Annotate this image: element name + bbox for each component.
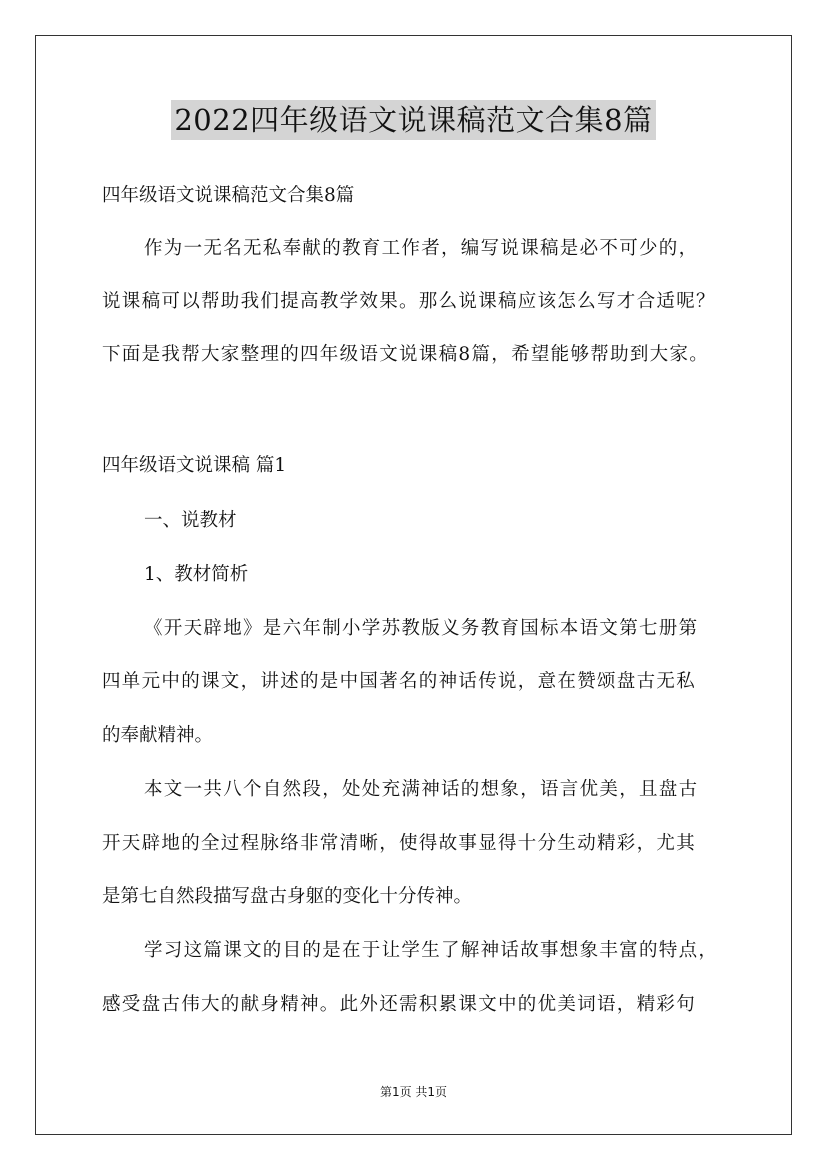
subtitle: 四年级语文说课稿范文合集8篇	[102, 185, 355, 206]
intro-line-1: 作为一无名无私奉献的教育工作者，编写说课稿是必不可少的，	[144, 238, 699, 259]
body-line: 《开天辟地》是六年制小学苏教版义务教育国标本语文第七册第	[144, 618, 699, 639]
body-line: 学习这篇课文的目的是在于让学生了解神话故事想象丰富的特点，	[144, 940, 719, 961]
section-heading: 四年级语文说课稿 篇1	[102, 455, 287, 476]
body-line: 是第七自然段描写盘古身躯的变化十分传神。	[102, 886, 473, 907]
document-title: 2022四年级语文说课稿范文合集8篇	[171, 100, 655, 140]
body-line: 的奉献精神。	[102, 725, 214, 746]
intro-line-3: 下面是我帮大家整理的四年级语文说课稿8篇，希望能够帮助到大家。	[102, 344, 710, 365]
page-footer: 第1页 共1页	[379, 1085, 448, 1099]
body-line: 感受盘古伟大的献身精神。此外还需积累课文中的优美词语，精彩句	[102, 994, 697, 1015]
subsection-heading-1: 一、说教材	[144, 510, 237, 531]
body-line: 本文一共八个自然段，处处充满神话的想象，语言优美，且盘古	[144, 779, 699, 800]
title-container	[0, 100, 827, 140]
intro-line-2: 说课稿可以帮助我们提高教学效果。那么说课稿应该怎么写才合适呢？	[102, 291, 716, 312]
body-line: 开天辟地的全过程脉络非常清晰，使得故事显得十分生动精彩，尤其	[102, 833, 697, 854]
body-line: 四单元中的课文，讲述的是中国著名的神话传说，意在赞颂盘古无私	[102, 671, 697, 692]
subsection-heading-2: 1、教材简析	[144, 564, 249, 585]
